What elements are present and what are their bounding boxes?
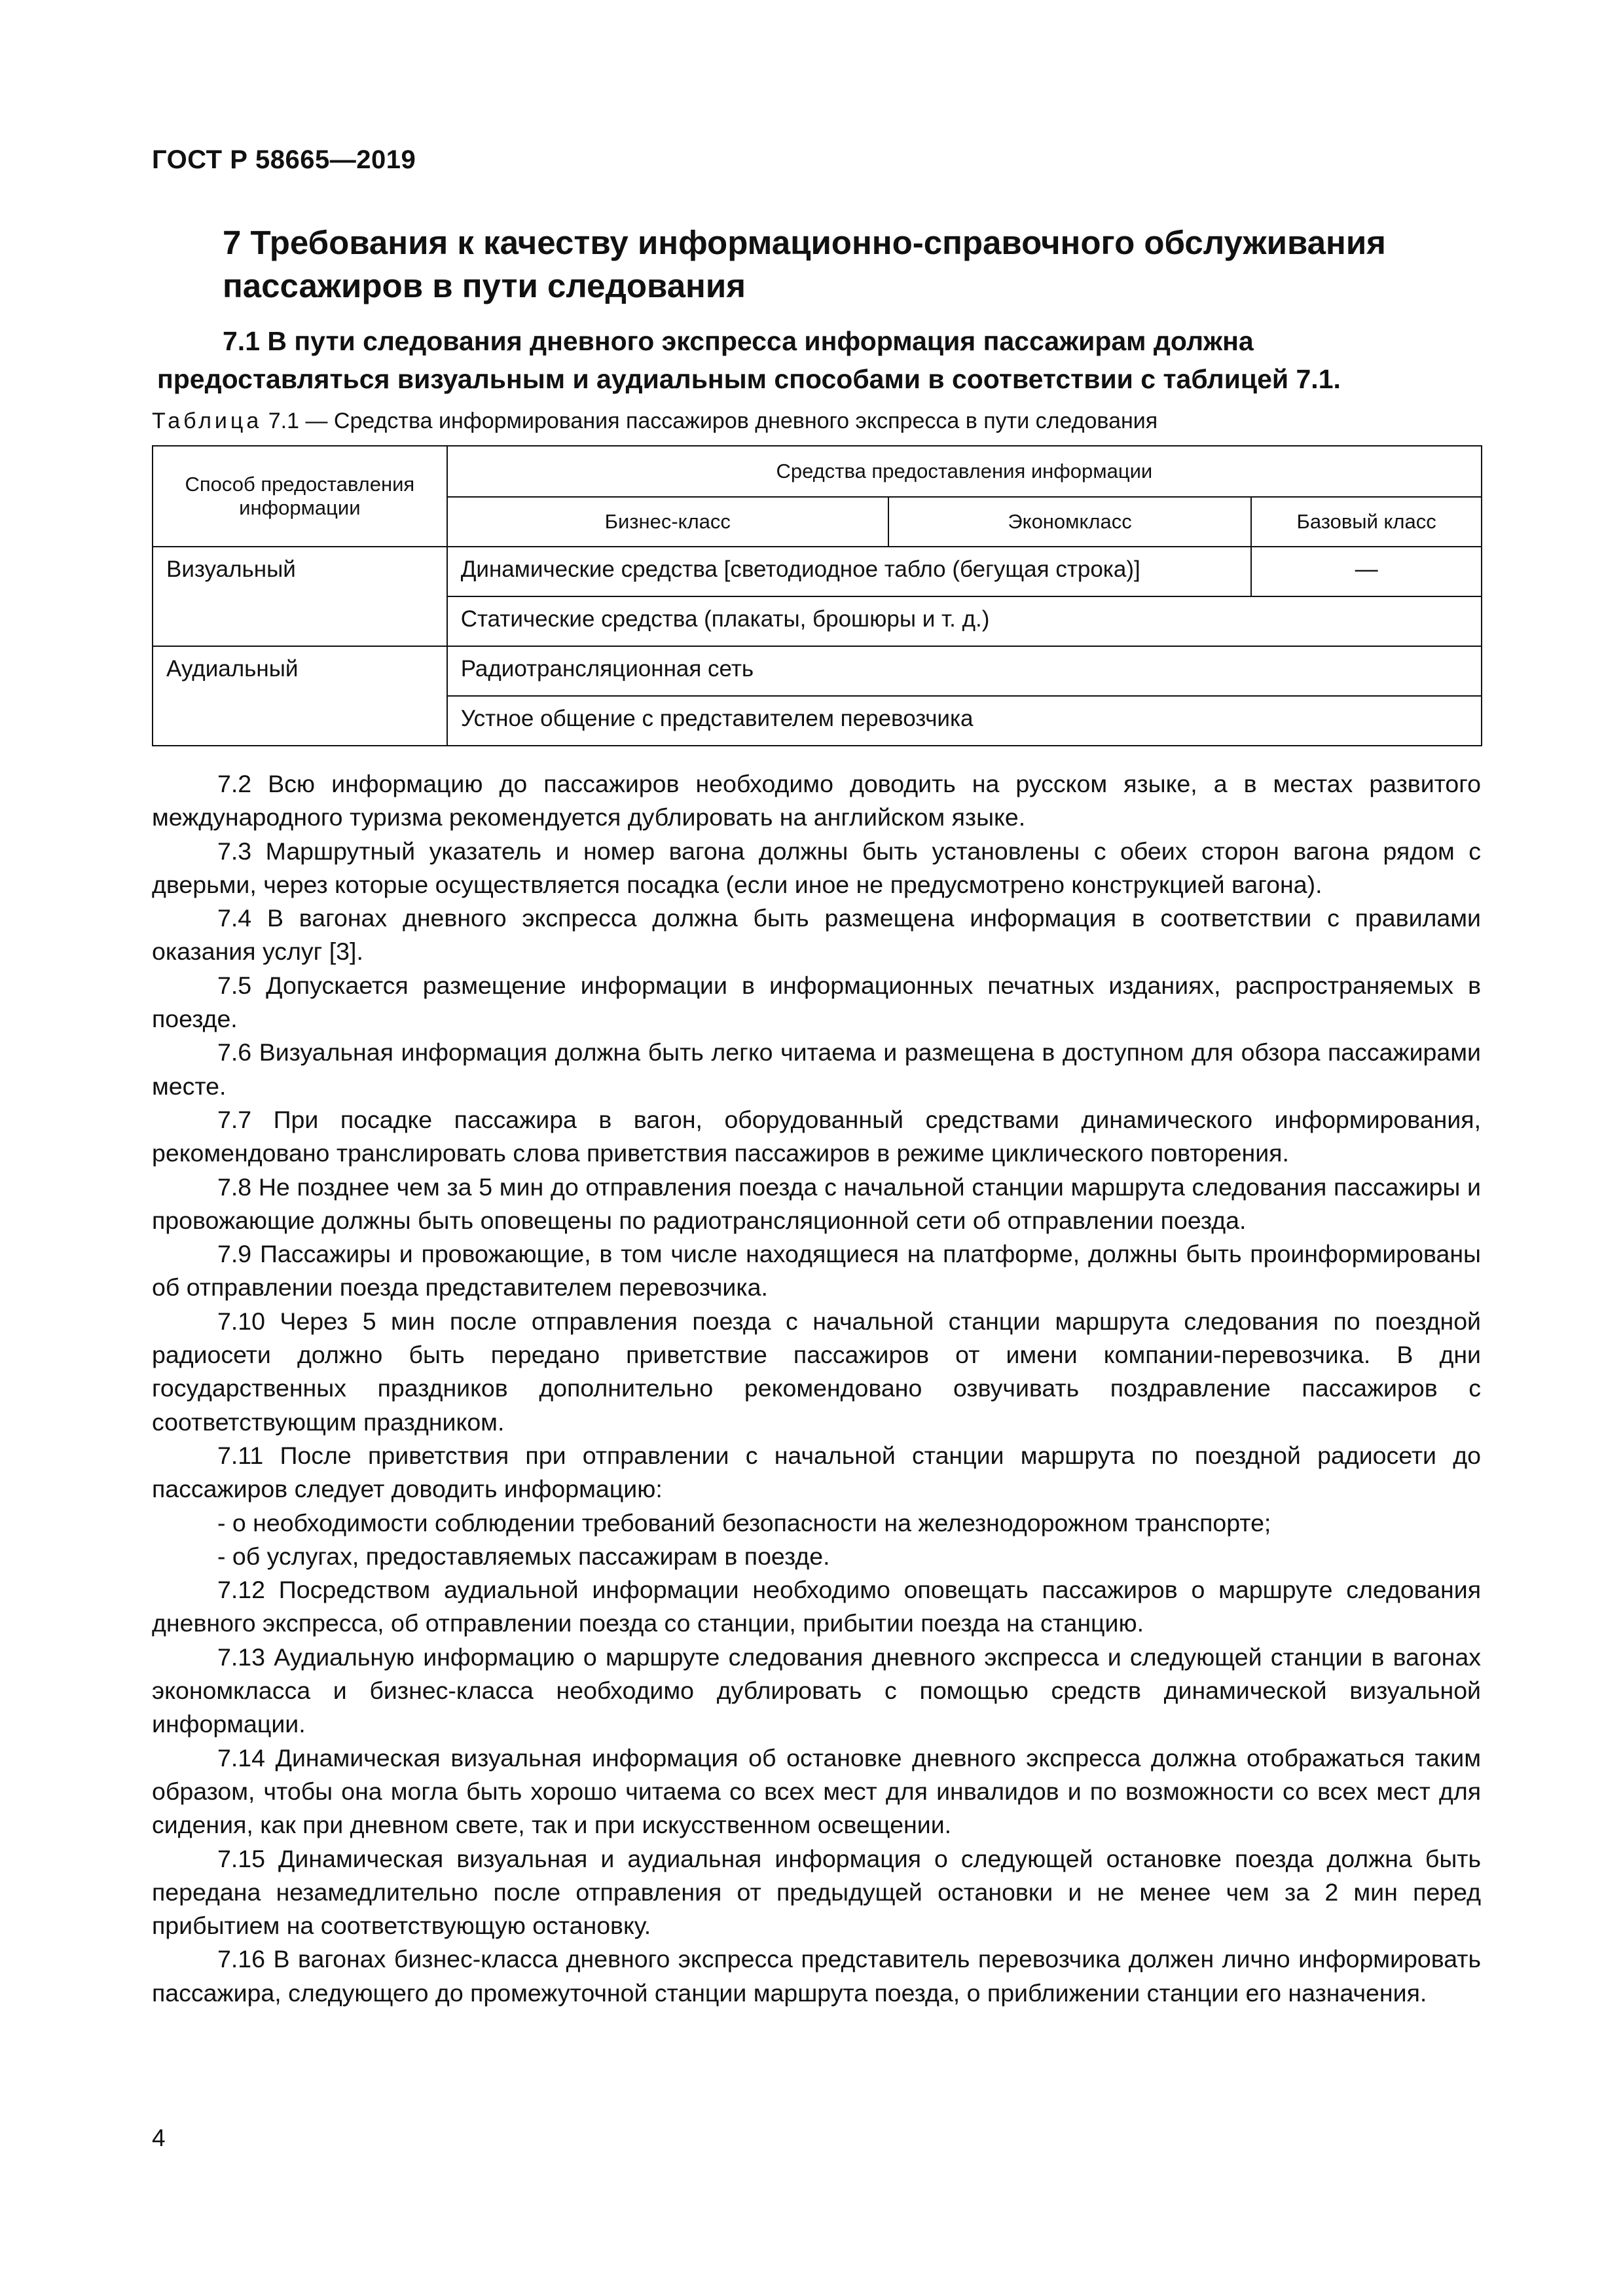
paragraph-7-15: 7.15 Динамическая визуальная и аудиальная информация о следующей остановке поезда должна быть передана незамедлительно после отправления от предыдущей остановки и не менее чем за 2 мин перед прибытием на соответствующую остановку. [152, 1844, 1481, 1940]
col-header-method: Способ предоставления информации [153, 446, 447, 547]
paragraph-7-4: 7.4 В вагонах дневного экспресса должна быть размещена информация в соответствии с правилами оказания услуг [3]. [152, 904, 1481, 966]
col-header-base: Базовый класс [1251, 497, 1482, 547]
paragraph-7-14: 7.14 Динамическая визуальная информация об остановке дневного экспресса должна отображаться таким образом, чтобы она могла быть хорошо читаема со всех мест для инвалидов и по возможности со всех мест для сидения, как при дневном свете, так и при искусственном освещении. [152, 1743, 1481, 1839]
table-row [153, 547, 1482, 596]
page-number: 4 [152, 2124, 166, 2151]
visual-static-cell: Статические средства (плакаты, брошюры и т. д.) [447, 596, 1482, 646]
document-code-header: ГОСТ Р 58665—2019 [152, 145, 416, 174]
method-visual: Визуальный [153, 547, 447, 646]
paragraph-7-13: 7.13 Аудиальную информацию о маршруте следования дневного экспресса и следующей станции в вагонах экономкласса и бизнес-класса необходимо дублировать с помощью средств динамической визуальной информации. [152, 1643, 1481, 1738]
paragraph-7-10: 7.10 Через 5 мин после отправления поезда с начальной станции маршрута следования по поездной радиосети должно быть передано приветствие пассажиров от имени компании-перевозчика. В дни государственных праздников дополнительно рекомендовано озвучивать поздравление пассажиров с соответствующим праздником. [152, 1307, 1481, 1436]
info-means-table [152, 445, 1482, 746]
table-caption-label: Таблица [152, 409, 263, 433]
audio-radio-cell: Радиотрансляционная сеть [447, 646, 1482, 696]
paragraph-7-5: 7.5 Допускается размещение информации в информационных печатных изданиях, распространяемых в поезде. [152, 971, 1481, 1033]
paragraph-7-8: 7.8 Не позднее чем за 5 мин до отправления поезда с начальной станции маршрута следования пассажиры и провожающие должны быть оповещены по радиотрансляционной сети об отправлении поезда. [152, 1173, 1481, 1234]
paragraph-7-12: 7.12 Посредством аудиальной информации необходимо оповещать пассажиров о маршруте следования дневного экспресса, об отправлении поезда со станции, прибытии поезда на станцию. [152, 1576, 1481, 1637]
clause-7-1 [157, 322, 1480, 398]
paragraph-7-16: 7.16 В вагонах бизнес-класса дневного экспресса представитель перевозчика должен лично информировать пассажира, следующего до промежуточной станции маршрута поезда, о приближении станции его назначения. [152, 1945, 1481, 2007]
table-row [153, 646, 1482, 696]
col-header-means: Средства предоставления информации [447, 446, 1482, 497]
audio-oral-cell: Устное общение с представителем перевозчика [447, 696, 1482, 746]
paragraph-7-11: 7.11 После приветствия при отправлении с начальной станции маршрута по поездной радиосети до пассажиров следует доводить информацию: [152, 1441, 1481, 1503]
clause-7-1-line1: 7.1 В пути следования дневного экспресса информация пассажирам должна [223, 326, 1254, 356]
body-paragraphs [152, 767, 1481, 2010]
table-header-row [153, 446, 1482, 497]
visual-dynamic-base-cell: — [1251, 547, 1482, 596]
paragraph-7-9: 7.9 Пассажиры и провожающие, в том числе находящиеся на платформе, должны быть проинформированы об отправлении поезда представителем перевозчика. [152, 1240, 1481, 1302]
paragraph-7-2: 7.2 Всю информацию до пассажиров необходимо доводить на русском языке, а в местах развитого международного туризма рекомендуется дублировать на английском языке. [152, 770, 1481, 831]
paragraph-7-7: 7.7 При посадке пассажира в вагон, оборудованный средствами динамического информирования, рекомендовано транслировать слова приветствия пассажиров в режиме циклического повторения. [152, 1105, 1481, 1167]
table-caption [152, 409, 1158, 434]
paragraph-7-6: 7.6 Визуальная информация должна быть легко читаема и размещена в доступном для обзора пассажирами месте. [152, 1038, 1481, 1100]
col-header-business: Бизнес-класс [447, 497, 888, 547]
method-audio: Аудиальный [153, 646, 447, 746]
section-title: 7 Требования к качеству информационно-справочного обслуживания пассажиров в пути следования [223, 224, 1386, 304]
list-item: - об услугах, предоставляемых пассажирам в поезде. [217, 1542, 830, 1570]
col-header-economy: Экономкласс [888, 497, 1251, 547]
table-caption-text: 7.1 — Средства информирования пассажиров дневного экспресса в пути следования [262, 409, 1158, 433]
list-item: - о необходимости соблюдении требований безопасности на железнодорожном транспорте; [217, 1508, 1271, 1537]
visual-dynamic-cell: Динамические средства [светодиодное табло (бегущая строка)] [447, 547, 1252, 596]
paragraph-7-3: 7.3 Маршрутный указатель и номер вагона должны быть установлены с обеих сторон вагона рядом с дверьми, через которые осуществляется посадка (если иное не предусмотрено конструкцией вагона). [152, 837, 1481, 898]
clause-7-1-line2: предоставляться визуальным и аудиальным способами в соответствии с таблицей 7.1. [157, 364, 1341, 394]
